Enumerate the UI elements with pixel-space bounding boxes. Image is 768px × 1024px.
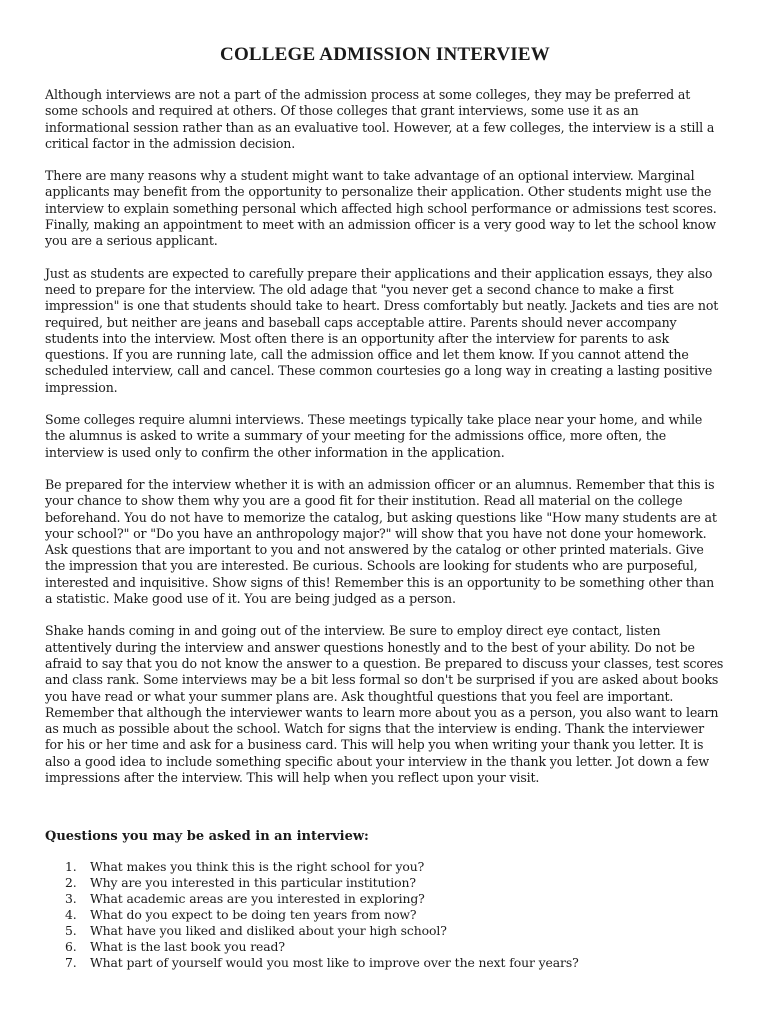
list-item-text: What do you expect to be doing ten years from now? bbox=[90, 907, 417, 922]
list-item bbox=[65, 875, 725, 891]
list-item-number: 6. bbox=[65, 938, 77, 954]
questions-list bbox=[45, 859, 725, 970]
list-item-text: What have you liked and disliked about your high school? bbox=[90, 922, 447, 938]
paragraph-alumni: Some colleges require alumni interviews. These meetings typically take place near your home, and while the alumnus is asked to write a summary of your meeting for the admissions office, more often, the interview is used only to confirm the other information in the application. bbox=[45, 412, 703, 460]
list-item bbox=[65, 859, 725, 875]
list-item bbox=[65, 891, 725, 907]
list-item bbox=[65, 955, 725, 971]
paragraph-intro: Although interviews are not a part of the admission process at some colleges, they may be preferred at some schools and required at others. Of those colleges that grant interviews, some use it as an informational session rather than as an evaluative tool. However, at a few colleges, the interview is a still a critical factor in the admission decision. bbox=[45, 87, 715, 151]
list-item-number: 2. bbox=[65, 875, 77, 891]
document-title: COLLEGE ADMISSION INTERVIEW bbox=[220, 44, 550, 65]
paragraph-be-prepared: Be prepared for the interview whether it is with an admission officer or an alumnus. Remember that this is your chance to show them why you are a good fit for their institution. Read all material on the college beforehand. You do not have to memorize the catalog, but asking questions like "How many students are at your school?" or "Do you have an anthropology major?" will show that you have not done your homework. Ask questions that are important to you and not answered by the catalog or other printed materials. Give the impression that you are interested. Be curious. Schools are looking for students who are purposeful, interested and inquisitive. Show signs of this! Remember this is an opportunity to be something other than a statistic. Make good use of it. You are being judged as a person. bbox=[45, 476, 717, 607]
list-item-text: Why are you interested in this particular institution? bbox=[90, 875, 416, 891]
list-item-text: What is the last book you read? bbox=[90, 938, 285, 954]
list-item-number: 1. bbox=[65, 859, 77, 875]
list-item-number: 4. bbox=[65, 907, 77, 922]
list-item bbox=[65, 923, 725, 939]
list-item-text: What part of yourself would you most like to improve over the next four years? bbox=[90, 954, 579, 970]
list-item-text: What makes you think this is the right school for you? bbox=[90, 859, 425, 875]
list-item-text: What academic areas are you interested in exploring? bbox=[90, 891, 425, 907]
document-page bbox=[45, 44, 725, 971]
list-item-number: 5. bbox=[65, 922, 77, 938]
paragraph-preparation: Just as students are expected to carefully prepare their applications and their application essays, they also need to prepare for the interview. The old adage that "you never get a second chance to make a first impression" is one that students should take to heart. Dress comfortably but neatly. Jackets and ties are not required, but neither are jeans and baseball caps acceptable attire. Parents should never accompany students into the interview. Most often there is an opportunity after the interview for parents to ask questions. If you are running late, call the admission office and let them know. If you cannot attend the scheduled interview, call and cancel. These common courtesies go a long way in creating a lasting positive impression. bbox=[45, 265, 719, 395]
list-item-number: 7. bbox=[65, 954, 77, 970]
list-item-number: 3. bbox=[65, 891, 77, 907]
questions-heading: Questions you may be asked in an interview: bbox=[45, 829, 369, 845]
list-item bbox=[65, 939, 725, 955]
paragraph-etiquette: Shake hands coming in and going out of the interview. Be sure to employ direct eye contact, listen attentively during the interview and answer questions honestly and to the best of your ability. Do not be afraid to say that you do not know the answer to a question. Be prepared to discuss your classes, test scores and class rank. Some interviews may be a bit less formal so don't be surprised if you are asked about books you have read or what your summer plans are. Ask thoughtful questions that you feel are important. Remember that although the interviewer wants to learn more about you as a person, you also want to learn as much as possible about the school. Watch for signs that the interview is ending. Thank the interviewer for his or her time and ask for a business card. This will help you when writing your thank you letter. It is also a good idea to include something specific about your interview in the thank you letter. Jot down a few impressions after the interview. This will help when you reflect upon your visit. bbox=[45, 623, 724, 785]
paragraph-reasons: There are many reasons why a student might want to take advantage of an optional interview. Marginal applicants may benefit from the opportunity to personalize their application. Other students might use the interview to explain something personal which affected high school performance or admissions test scores. Finally, making an appointment to meet with an admission officer is a very good way to let the school know you are a serious applicant. bbox=[45, 168, 717, 249]
list-item bbox=[65, 907, 725, 923]
